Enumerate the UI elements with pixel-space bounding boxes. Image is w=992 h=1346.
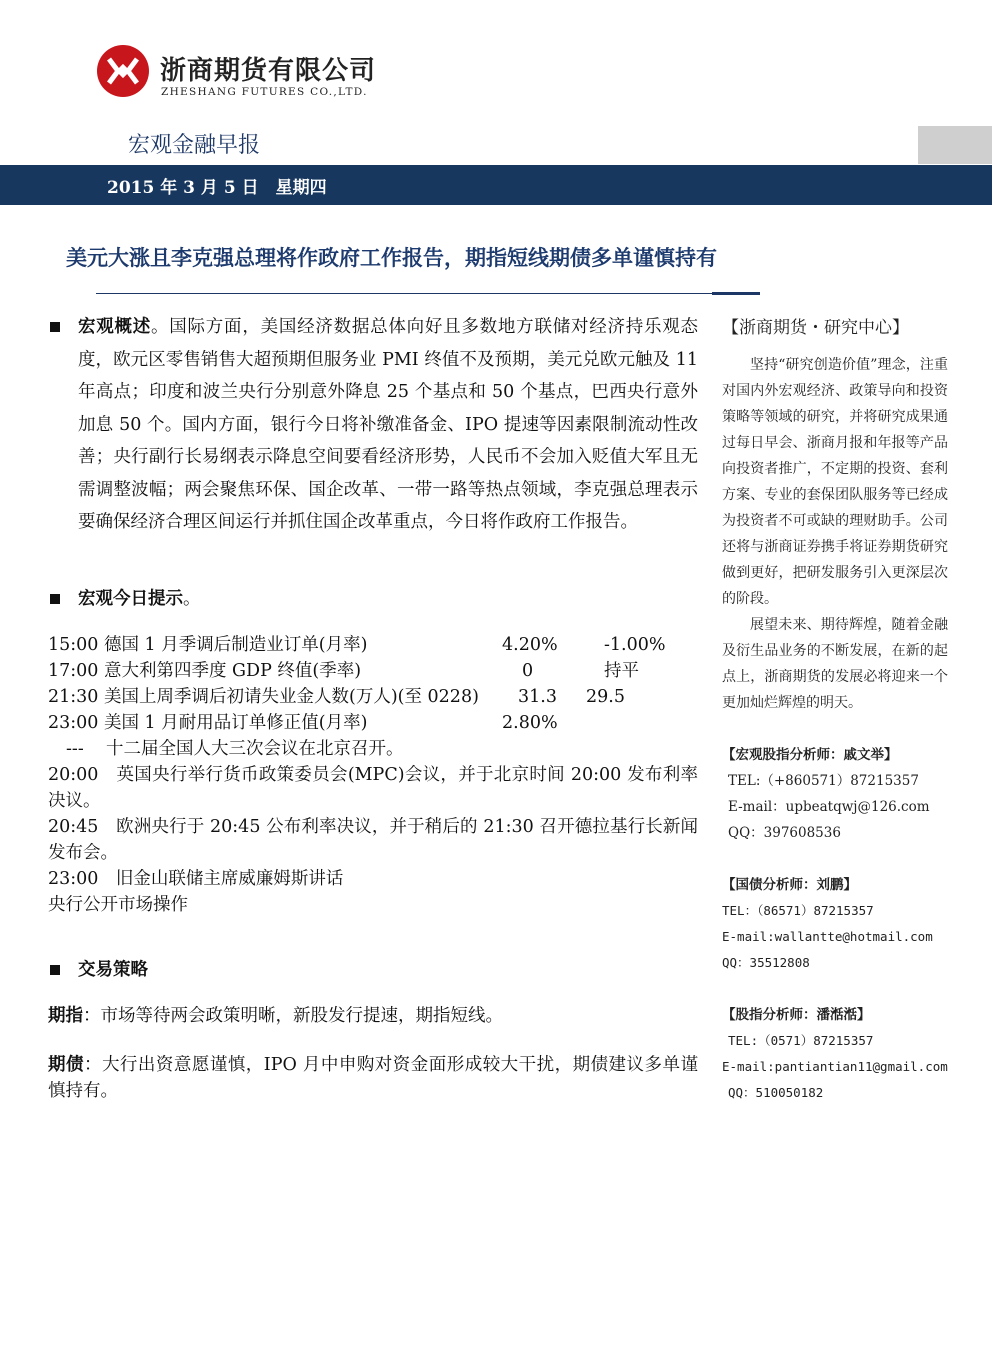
headline-divider-accent [712, 292, 760, 295]
strategy-index [48, 1000, 698, 1033]
analyst-card [722, 1002, 948, 1106]
headline-divider [96, 293, 712, 294]
analyst-qq: QQ：35512808 [722, 955, 810, 970]
analyst-qq: QQ：397608536 [728, 825, 841, 841]
sidebar-paragraph: 展望未来、期待辉煌，随着金融及衍生品业务的不断发展，在新的起点上，浙商期货的发展必将迎来一个更加灿烂辉煌的明天。 [722, 617, 948, 711]
data-row-event: 21:30 美国上周季调后初请失业金人数(万人)(至 0228) [48, 687, 479, 707]
data-row-previous: -1.00% [604, 635, 666, 655]
analyst-qq: QQ：510050182 [728, 1085, 824, 1100]
macro-overview-text: 。国际方面，美国经济数据总体向好且多数地方联储对经济持乐观态度，欧元区零售销售大超预期但服务业 PMI 终值不及预期，美元兑欧元触及 11 年高点；印度和波兰央行分别意外降息 25 个基点和 50 个基点，巴西央行意外加息 50 个。国内方面，银行今日将补缴准备金、IPO 提速等因素限制流动性改善；央行副行长易纲表示降息空间要看经济形势，人民币不会加入贬值大军且无需调整波幅；两会聚焦环保、国企改革、一带一路等热点领域，李克强总理表示要确保经济合理区间运行并抓住国企改革重点，今日将作政府工作报告。 [78, 317, 698, 532]
company-logo-icon [96, 44, 150, 98]
data-row-actual: 0 [522, 661, 534, 681]
strategy-heading [78, 954, 148, 987]
analyst-email: E-mail：upbeatqwj@126.com [728, 799, 930, 815]
strategy-bond-text: ：大行出资意愿谨慎，IPO 月中申购对资金面形成较大干扰，期债建议多单谨慎持有。 [48, 1055, 698, 1101]
strategy-title: 交易策略 [78, 960, 148, 980]
macro-today-suffix: 。 [183, 589, 201, 609]
event-item: 23:00 旧金山联储主席威廉姆斯讲话 [48, 869, 344, 889]
data-row-event: 23:00 美国 1 月耐用品订单修正值(月率) [48, 713, 368, 733]
analyst-email: E-mail:wallantte@hotmail.com [722, 929, 933, 944]
bullet-icon [50, 322, 60, 332]
sidebar-paragraph: 坚持“研究创造价值”理念，注重对国内外宏观经济、政策导向和投资策略等领域的研究，并将研究成果通过每日早会、浙商月报和年报等产品向投资者推广，不定期的投资、套利方案、专业的套保团队服务等已经成为投资者不可或缺的理财助手。公司还将与浙商证券携手将证券期货研究做到更好，把研发服务引入更深层次的阶段。 [722, 357, 948, 607]
event-item: 20:00 英国央行举行货币政策委员会(MPC)会议，并于北京时间 20:00 发布利率决议。 [48, 765, 698, 811]
header-gray-block [918, 126, 992, 164]
strategy-bond-label: 期债 [48, 1055, 84, 1075]
data-row-previous: 持平 [604, 661, 639, 681]
strategy-index-label: 期指 [48, 1006, 83, 1026]
strategy-index-text: ：市场等待两会政策明晰，新股发行提速，期指短线。 [83, 1006, 503, 1026]
macro-today-title: 宏观今日提示 [78, 589, 183, 609]
data-row-actual: 4.20% [502, 635, 558, 655]
event-item: 央行公开市场操作 [48, 895, 188, 915]
macro-overview [78, 311, 698, 539]
analyst-tel: TEL：（86571）87215357 [722, 903, 874, 918]
macro-overview-title: 宏观概述 [78, 317, 152, 337]
npc-text: 十二届全国人大三次会议在北京召开。 [106, 739, 404, 759]
data-row-event: 17:00 意大利第四季度 GDP 终值(季率) [48, 661, 362, 681]
analyst-email: E-mail:pantiantian11@gmail.com [722, 1059, 948, 1074]
analyst-card [722, 872, 933, 976]
data-row-actual: 31.3 [518, 687, 557, 707]
analyst-tel: TEL:（0571）87215357 [728, 1033, 874, 1048]
sidebar-intro [722, 352, 948, 716]
data-row-previous: 29.5 [586, 687, 625, 707]
strategy-bond [48, 1052, 698, 1104]
headline: 美元大涨且李克强总理将作政府工作报告，期指短线期债多单谨慎持有 [66, 246, 717, 270]
analyst-name: 【股指分析师：潘湉湉】 [722, 1007, 871, 1023]
analyst-card [722, 742, 930, 846]
npc-prefix: --- [66, 739, 84, 759]
sidebar-title: 【浙商期货・研究中心】 [722, 318, 909, 338]
report-date: 2015 年 3 月 5 日 星期四 [107, 178, 327, 198]
analyst-tel: TEL:（+860571）87215357 [728, 773, 919, 789]
macro-today-heading [78, 583, 201, 616]
bullet-icon [50, 965, 60, 975]
analyst-name: 【国债分析师：刘鹏】 [722, 877, 857, 893]
data-row-actual: 2.80% [502, 713, 558, 733]
company-name-cn: 浙商期货有限公司 [160, 56, 377, 86]
event-item: 20:45 欧洲央行于 20:45 公布利率决议，并于稍后的 21:30 召开德拉基行长新闻发布会。 [48, 817, 698, 863]
company-name-en: ZHESHANG FUTURES CO.,LTD. [161, 86, 368, 98]
analyst-name: 【宏观股指分析师：戚文举】 [722, 747, 898, 763]
report-type: 宏观金融早报 [128, 133, 261, 158]
bullet-icon [50, 594, 60, 604]
date-bar [0, 165, 992, 205]
data-row-event: 15:00 德国 1 月季调后制造业订单(月率) [48, 635, 368, 655]
